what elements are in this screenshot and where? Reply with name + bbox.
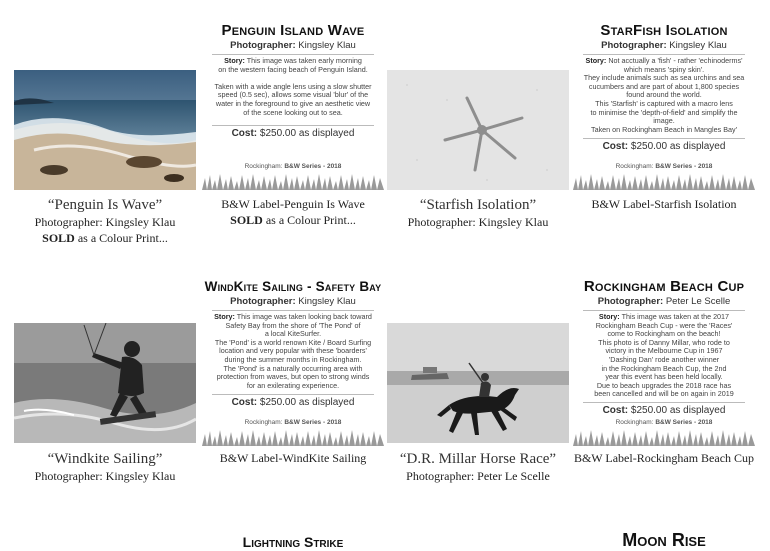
label-series: Rockingham: B&W Series - 2018 xyxy=(615,419,713,426)
caption-title[interactable]: B&W Label-Rockingham Beach Cup xyxy=(573,451,755,465)
label-title: Penguin Island Wave xyxy=(221,22,365,39)
label-divider xyxy=(212,54,374,55)
photo-dr-millar-horse-race[interactable] xyxy=(387,323,569,443)
grass-decoration xyxy=(202,428,384,446)
bw-label-penguin-island-wave[interactable] xyxy=(202,22,384,190)
caption-title[interactable]: “Windkite Sailing” xyxy=(47,451,163,467)
label-photographer: Photographer: Kingsley Klau xyxy=(601,40,727,51)
label-story: Story: Not acctually a 'fish' - rather 'echinoderms' which means 'spiny skin'. They include animals such as sea urchins and sea cucumbers and are part of about 1,800 species found around the world. This 'Starfish' is captured with a macro lens to minimise the 'depth-of-field' and simplify the image. Taken on Rockingham Beach in Mangles Bay' xyxy=(583,56,745,134)
caption-bw-label-beach-cup xyxy=(573,450,755,466)
label-divider xyxy=(583,310,745,311)
label-series: Rockingham: B&W Series - 2018 xyxy=(244,419,342,426)
photo-penguin-island-wave[interactable] xyxy=(14,70,196,190)
caption-title[interactable]: “Starfish Isolation” xyxy=(419,197,537,213)
label-cost: Cost: $250.00 as displayed xyxy=(231,397,355,409)
windkite-image xyxy=(14,323,196,443)
caption-title[interactable]: B&W Label-Penguin Is Wave xyxy=(221,197,365,211)
seascape-image xyxy=(14,70,196,190)
label-photographer: Photographer: Kingsley Klau xyxy=(230,296,356,307)
label-story: Story: This image was taken looking back toward Safety Bay from the shore of 'The Pond' of a local KiteSurfer. The 'Pond' is a world renown Kite / Board Surfing location and very popular with these 'boarders' during the summer months in Rockingham. The 'Pond' is a naturally occurring area with protection from waves, but open to strong winds for an exilerating experience. xyxy=(214,312,372,390)
caption-dr-millar-horse-race xyxy=(387,450,569,484)
bw-label-rockingham-beach-cup[interactable] xyxy=(573,278,755,446)
label-series: Rockingham: B&W Series - 2018 xyxy=(615,163,713,170)
caption-sold: SOLD as a Colour Print... xyxy=(230,213,356,227)
label-title: StarFish Isolation xyxy=(600,22,728,39)
label-series: Rockingham: B&W Series - 2018 xyxy=(244,163,342,170)
label-story: Story: This image was taken at the 2017 Rockingham Beach Cup - were the 'Races' come to Rockingham on the beach! This photo is of Danny Millar, who rode to victory in the Melbourne Cup in 1967 'Dashing Dan' rode another winner in the Rockingham Beach Cup, the 2nd year this event has been held locally. Due to beach upgrades the 2018 race has been cancelled and will be on again in 2019 xyxy=(594,312,734,399)
caption-starfish-isolation xyxy=(387,196,569,230)
label-photographer: Photographer: Peter Le Scelle xyxy=(597,296,731,307)
label-divider xyxy=(583,402,745,403)
label-title: WindKite Sailing - Safety Bay xyxy=(204,279,382,294)
caption-title[interactable]: B&W Label-Starfish Isolation xyxy=(591,197,737,211)
caption-bw-label-windkite xyxy=(202,450,384,466)
label-cost: Cost: $250.00 as displayed xyxy=(602,141,726,153)
horse-race-image xyxy=(387,323,569,443)
label-divider xyxy=(212,310,374,311)
photo-windkite-sailing[interactable] xyxy=(14,323,196,443)
label-title-lightning-strike: Lightning Strike xyxy=(242,534,344,550)
label-title-moon-rise: Moon Rise xyxy=(622,530,706,550)
caption-bw-label-penguin xyxy=(202,196,384,228)
label-story: Story: This image was taken early morning on the western facing beach of Penguin Island. Taken with a wide angle lens using a slow shutter speed (0.5 sec), allows some visual 'blur' of the water in the foreground to give an aesthetic view of the scene looking out to sea. xyxy=(214,56,372,117)
caption-photographer: Photographer: Kingsley Klau xyxy=(407,215,549,229)
caption-penguin-is-wave xyxy=(14,196,196,246)
photo-starfish-isolation[interactable] xyxy=(387,70,569,190)
starfish-image xyxy=(387,70,569,190)
caption-title[interactable]: “D.R. Millar Horse Race” xyxy=(399,451,557,467)
caption-bw-label-starfish xyxy=(573,196,755,212)
label-title: Rockingham Beach Cup xyxy=(583,278,745,295)
caption-photographer: Photographer: Peter Le Scelle xyxy=(406,469,550,483)
caption-title[interactable]: “Penguin Is Wave” xyxy=(47,197,163,213)
caption-sold: SOLD as a Colour Print... xyxy=(42,231,168,245)
label-divider xyxy=(583,54,745,55)
bw-label-windkite-sailing[interactable] xyxy=(202,278,384,446)
label-cost: Cost: $250.00 as displayed xyxy=(231,128,355,140)
caption-photographer: Photographer: Kingsley Klau xyxy=(34,469,176,483)
label-divider xyxy=(212,125,374,126)
label-photographer: Photographer: Kingsley Klau xyxy=(230,40,356,51)
label-divider xyxy=(583,138,745,139)
label-cost: Cost: $250.00 as displayed xyxy=(602,404,726,416)
caption-photographer: Photographer: Kingsley Klau xyxy=(34,215,176,229)
caption-windkite-sailing xyxy=(14,450,196,484)
caption-title[interactable]: B&W Label-WindKite Sailing xyxy=(219,451,367,465)
label-divider xyxy=(212,394,374,395)
grass-decoration xyxy=(573,172,755,190)
bw-label-starfish-isolation[interactable] xyxy=(573,22,755,190)
grass-decoration xyxy=(573,428,755,446)
grass-decoration xyxy=(202,172,384,190)
